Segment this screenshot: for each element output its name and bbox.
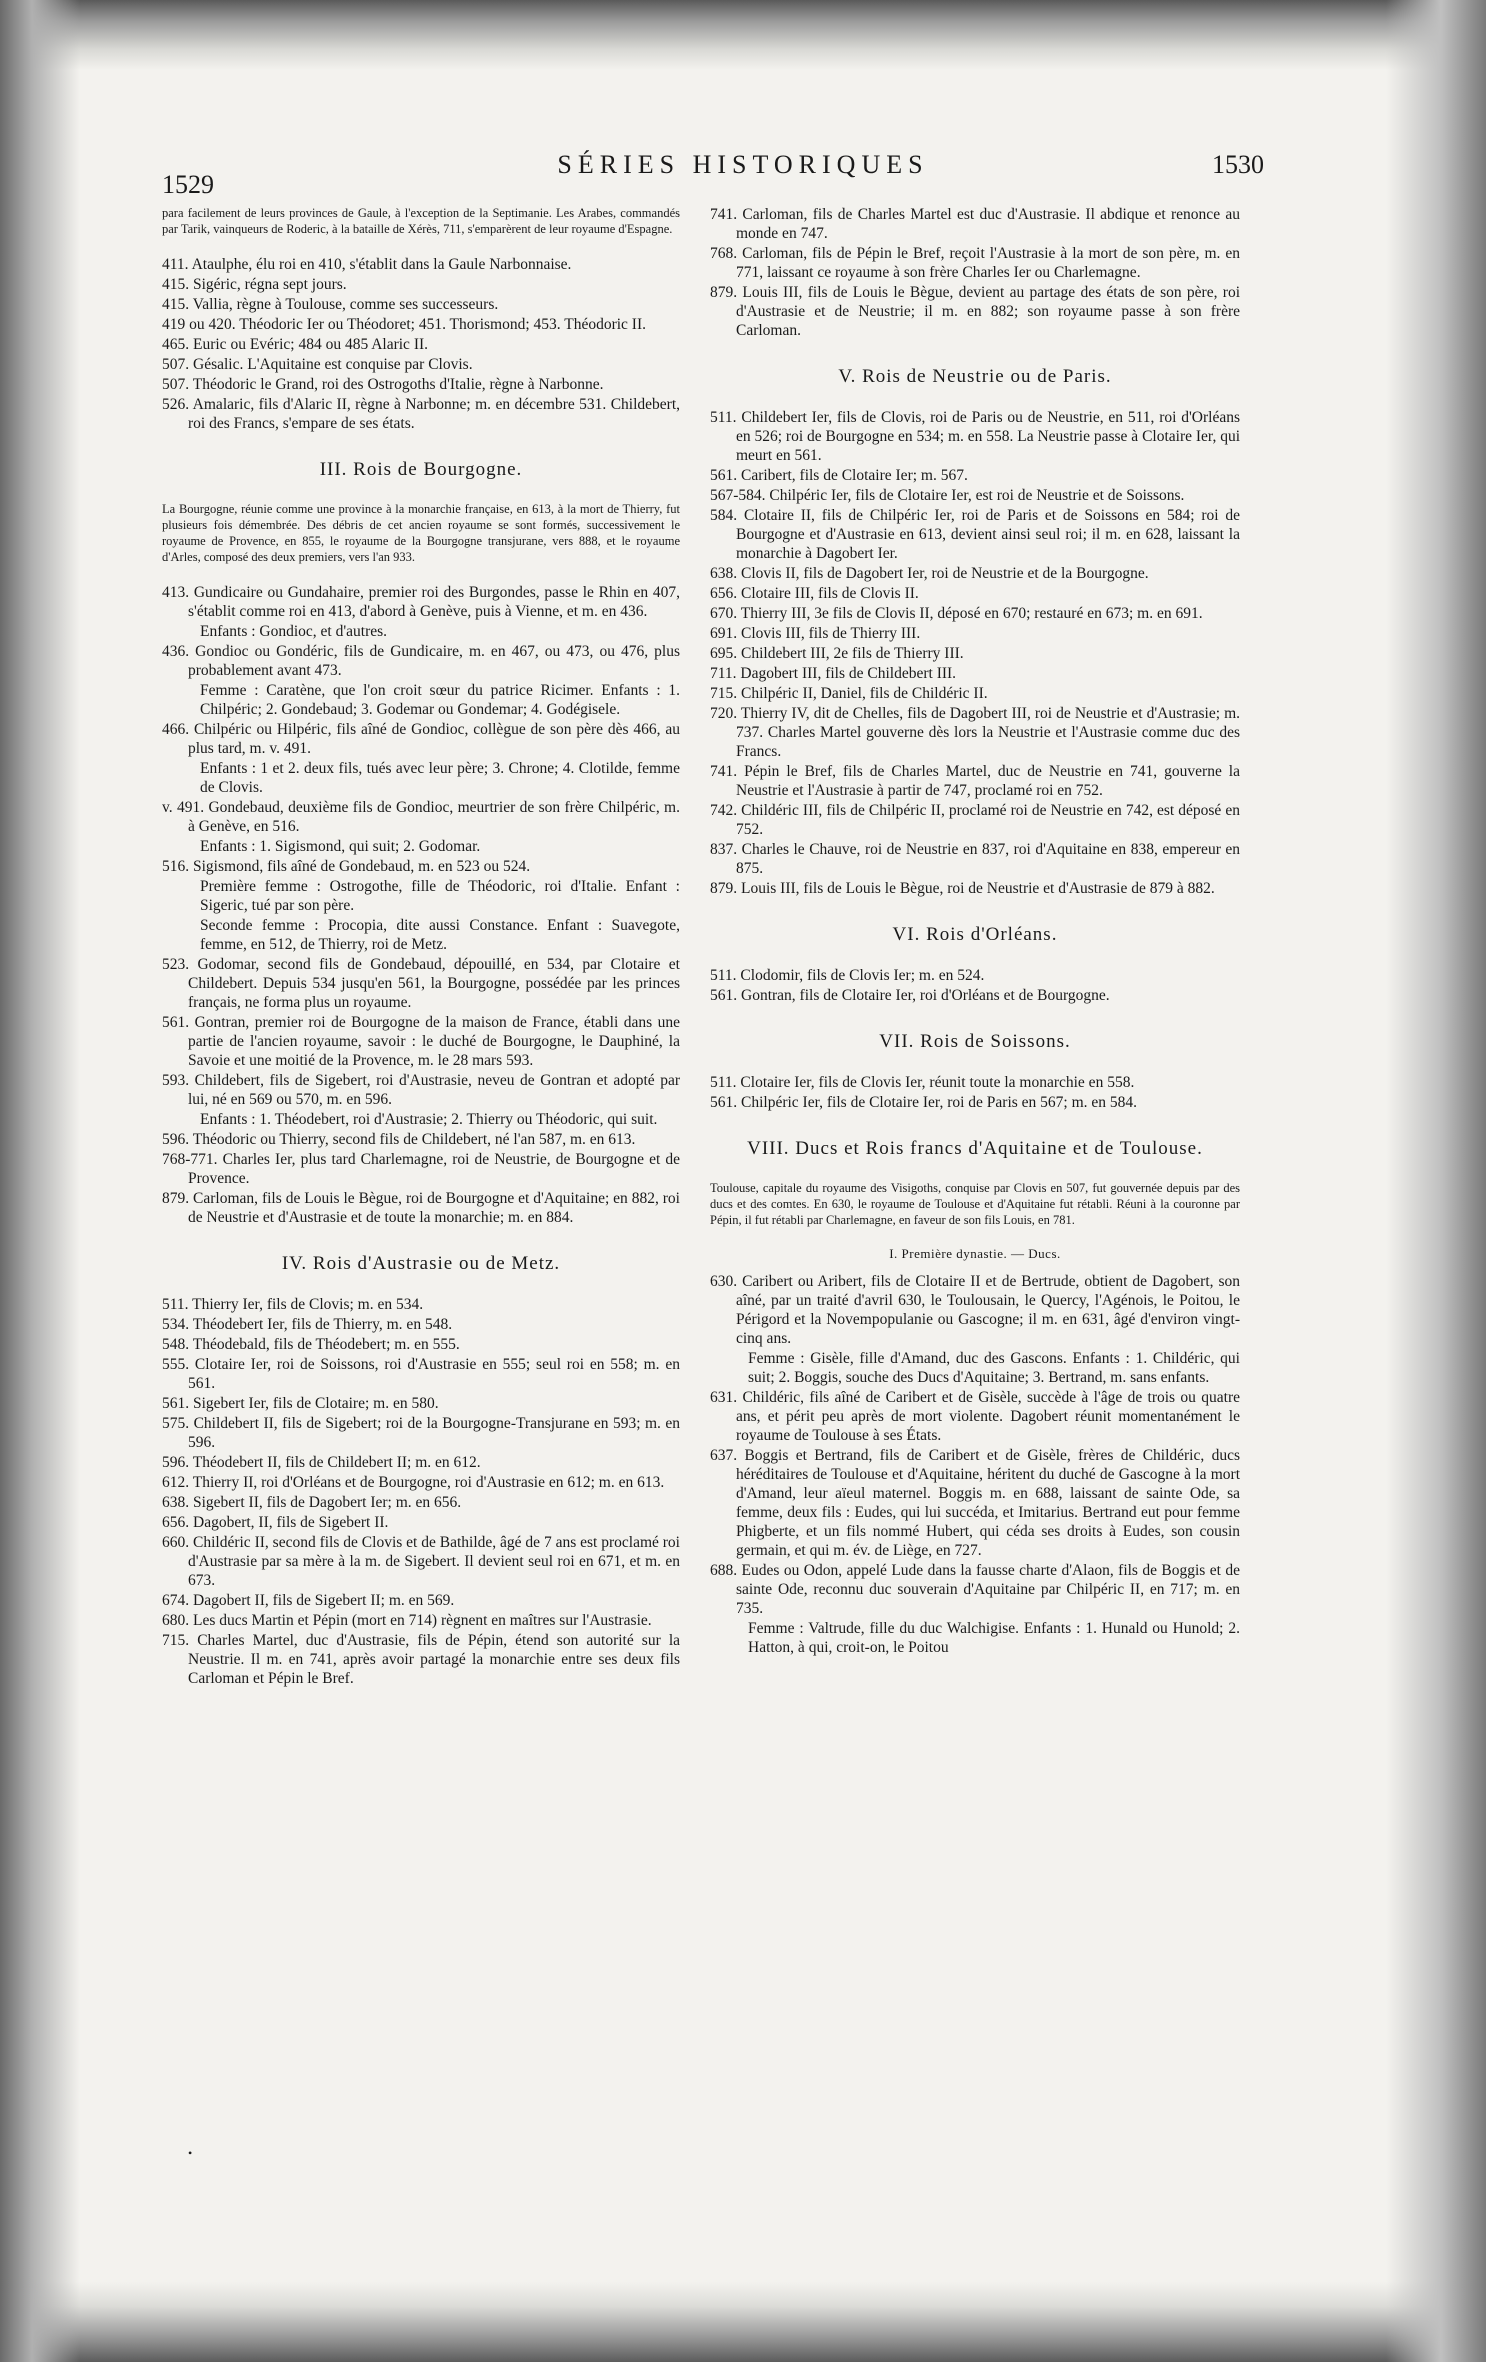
- page-number-left: 1529: [162, 170, 214, 199]
- list-item-detail: Enfants : 1 et 2. deux fils, tués avec leur père; 3. Chrone; 4. Clotilde, femme de Clovis.: [200, 760, 680, 796]
- subsection-title-dynastie: I. Première dynastie. — Ducs.: [889, 1246, 1061, 1261]
- list-item: 596. Théodoric ou Thierry, second fils de Childebert, né l'an 587, m. en 613.: [162, 1131, 636, 1148]
- list-item: 670. Thierry III, 3e fils de Clovis II, déposé en 670; restauré en 673; m. en 691.: [710, 605, 1203, 622]
- list-item: 638. Sigebert II, fils de Dagobert Ier; m. en 656.: [162, 1494, 462, 1511]
- list-item: 511. Clotaire Ier, fils de Clovis Ier, réunit toute la monarchie en 558.: [710, 1074, 1135, 1091]
- section-title-neustrie: V. Rois de Neustrie ou de Paris.: [838, 366, 1112, 387]
- page-mark: •: [188, 2146, 193, 2160]
- list-item-detail: Femme : Valtrude, fille du duc Walchigise. Enfants : 1. Hunald ou Hunold; 2. Hatton, à qui, croit-on, le Poitou: [748, 1620, 1240, 1656]
- list-item: 511. Clodomir, fils de Clovis Ier; m. en 524.: [710, 967, 985, 984]
- list-item: 596. Théodebert II, fils de Childebert II; m. en 612.: [162, 1454, 481, 1471]
- list-item: 555. Clotaire Ier, roi de Soissons, roi d'Austrasie en 555; seul roi en 558; m. en 561.: [162, 1356, 680, 1392]
- list-item: 637. Boggis et Bertrand, fils de Caribert et de Gisèle, frères de Childéric, ducs héréditaires de Toulouse et d'Aquitaine, héritent du duché de Gascogne à la mort d'Amand, leur aïeul maternel. Boggis m. en 688, laissant de sainte Ode, sa femme, deux fils : Eudes, qui lui succéda, et Imitarius. Bertrand eut pour femme Phigberte, et un fils nommé Hubert, qui céda ses droits à Eudes, son cousin germain, et qui m. év. de Liège, en 727.: [710, 1447, 1240, 1559]
- section-title-aquitaine: VIII. Ducs et Rois francs d'Aquitaine et de Toulouse.: [747, 1138, 1203, 1159]
- list-item-detail: Première femme : Ostrogothe, fille de Théodoric, roi d'Italie. Enfant : Sigeric, tué par son père.: [200, 878, 680, 914]
- left-column: [162, 205, 680, 1689]
- list-item: 415. Vallia, règne à Toulouse, comme ses successeurs.: [162, 296, 499, 313]
- soissons-entries: [710, 1073, 1240, 1112]
- running-title: SÉRIES HISTORIQUES: [557, 150, 929, 179]
- list-item: 523. Godomar, second fils de Gondebaud, dépouillé, en 534, par Clotaire et Childebert. Depuis 534 jusqu'en 561, la Bourgogne, possédée par les princes français, ne forma plus un royaume.: [162, 956, 680, 1011]
- list-item: 415. Sigéric, régna sept jours.: [162, 276, 347, 293]
- list-item-detail: Femme : Caratène, que l'on croit sœur du patrice Ricimer. Enfants : 1. Chilpéric; 2. Gondebaud; 3. Godemar ou Gondemar; 4. Godégisele.: [200, 682, 680, 718]
- neustrie-entries: [710, 408, 1240, 898]
- list-item: 534. Théodebert Ier, fils de Thierry, m. en 548.: [162, 1316, 453, 1333]
- list-item: 561. Gontran, premier roi de Bourgogne de la maison de France, établi dans une partie de l'ancien royaume, savoir : le duché de Bourgogne, le Dauphiné, la Savoie et une moitié de la Provence, m. le 28 mars 593.: [162, 1014, 680, 1069]
- list-item: 516. Sigismond, fils aîné de Gondebaud, m. en 523 ou 524.: [162, 858, 531, 875]
- page-number-right: 1530: [1212, 150, 1264, 179]
- list-item: 630. Caribert ou Aribert, fils de Clotaire II et de Bertrude, obtient de Dagobert, son aîné, par un traité d'avril 630, le Toulousain, le Quercy, l'Agénois, le Poitou, le Périgord et la Novempopulanie ou Gascogne; il m. en 631, âgé d'environ vingt-cinq ans.: [710, 1273, 1240, 1347]
- list-item: 511. Childebert Ier, fils de Clovis, roi de Paris ou de Neustrie, en 511, roi d'Orléans en 526; roi de Bourgogne en 534; m. en 558. La Neustrie passe à Clotaire Ier, qui meurt en 561.: [710, 409, 1241, 464]
- list-item: 507. Gésalic. L'Aquitaine est conquise par Clovis.: [162, 356, 473, 373]
- list-item: 711. Dagobert III, fils de Childebert III.: [710, 665, 957, 682]
- list-item-detail: Femme : Gisèle, fille d'Amand, duc des Gascons. Enfants : 1. Childéric, qui suit; 2. Boggis, souche des Ducs d'Aquitaine; 3. Bertrand, m. sans enfants.: [748, 1350, 1240, 1386]
- list-item: 548. Théodebald, fils de Théodebert; m. en 555.: [162, 1336, 460, 1353]
- scan-edge-right: [1386, 0, 1486, 2362]
- list-item: 466. Chilpéric ou Hilpéric, fils aîné de Gondioc, collègue de son père dès 466, au plus tard, m. v. 491.: [162, 721, 680, 757]
- scan-edge-top: [0, 0, 1486, 70]
- list-item-detail: Enfants : 1. Sigismond, qui suit; 2. Godomar.: [200, 838, 481, 855]
- austrasie-entries: [162, 1295, 680, 1688]
- list-item: 879. Carloman, fils de Louis le Bègue, roi de Bourgogne et d'Aquitaine; en 882, roi de Neustrie et d'Austrasie et de toute la monarchie; m. en 884.: [162, 1190, 680, 1226]
- list-item: 567-584. Chilpéric Ier, fils de Clotaire Ier, est roi de Neustrie et de Soissons.: [710, 487, 1185, 504]
- list-item: 465. Euric ou Evéric; 484 ou 485 Alaric II.: [162, 336, 429, 353]
- scan-edge-left: [0, 0, 80, 2362]
- list-item: 561. Chilpéric Ier, fils de Clotaire Ier, roi de Paris en 567; m. en 584.: [710, 1094, 1138, 1111]
- orleans-entries: [710, 966, 1240, 1005]
- list-item: 575. Childebert II, fils de Sigebert; roi de la Bourgogne-Transjurane en 593; m. en 596.: [162, 1415, 680, 1451]
- list-item: 561. Gontran, fils de Clotaire Ier, roi d'Orléans et de Bourgogne.: [710, 987, 1110, 1004]
- list-item: 511. Thierry Ier, fils de Clovis; m. en 534.: [162, 1296, 424, 1313]
- list-item: 688. Eudes ou Odon, appelé Lude dans la fausse charte d'Alaon, fils de Boggis et de sainte Ode, reconnu duc souverain d'Aquitaine par Chilpéric II, en 717; m. en 735.: [710, 1562, 1240, 1617]
- list-item: 742. Childéric III, fils de Chilpéric II, proclamé roi de Neustrie en 742, est déposé en 752.: [710, 802, 1240, 838]
- intro-aquitaine: Toulouse, capitale du royaume des Visigoths, conquise par Clovis en 507, fut gouvernée depuis par des ducs et des comtes. En 630, le royaume de Toulouse et d'Aquitaine fut rétabli. Réuni à la couronne par Pépin, il fut rétabli par Charlemagne, en faveur de son fils Louis, en 781.: [710, 1181, 1240, 1227]
- list-item: 507. Théodoric le Grand, roi des Ostrogoths d'Italie, règne à Narbonne.: [162, 376, 604, 393]
- list-item: 638. Clovis II, fils de Dagobert Ier, roi de Neustrie et de la Bourgogne.: [710, 565, 1149, 582]
- list-item: 837. Charles le Chauve, roi de Neustrie en 837, roi d'Aquitaine en 838, empereur en 875.: [710, 841, 1240, 877]
- list-item-detail: Seconde femme : Procopia, dite aussi Constance. Enfant : Suavegote, femme, en 512, de Thierry, roi de Metz.: [200, 917, 680, 953]
- section-title-orleans: VI. Rois d'Orléans.: [892, 924, 1058, 945]
- intro-paragraph: para facilement de leurs provinces de Gaule, à l'exception de la Septimanie. Les Arabes, commandés par Tarik, vainqueurs de Roderic, à la bataille de Xérès, 711, s'emparèrent de leur royaume d'Espagne.: [162, 206, 680, 236]
- list-item: 768-771. Charles Ier, plus tard Charlemagne, roi de Neustrie, de Bourgogne et de Provence.: [162, 1151, 680, 1187]
- scan-edge-bottom: [0, 2282, 1486, 2362]
- list-item: 526. Amalaric, fils d'Alaric II, règne à Narbonne; m. en décembre 531. Childebert, roi des Francs, s'empare de ses états.: [162, 396, 680, 432]
- list-item: 413. Gundicaire ou Gundahaire, premier roi des Burgondes, passe le Rhin en 407, s'établit comme roi en 413, d'abord à Genève, puis à Vienne, et m. en 436.: [162, 584, 680, 620]
- list-item: 715. Charles Martel, duc d'Austrasie, fils de Pépin, étend son autorité sur la Neustrie. Il m. en 741, après avoir partagé la monarchie entre ses deux fils Carloman et Pépin le Bref.: [162, 1632, 680, 1687]
- right-column: [710, 205, 1240, 1658]
- list-item: 561. Caribert, fils de Clotaire Ier; m. 567.: [710, 467, 968, 484]
- intro-bourgogne: La Bourgogne, réunie comme une province à la monarchie française, en 613, à la mort de Thierry, fut plusieurs fois démembrée. Des débris de cet ancien royaume se sont formés, successivement le royaume de Provence, en 855, le royaume de la Bourgogne transjurane, vers 888, et le royaume d'Arles, composé des deux premiers, vers l'an 933.: [162, 502, 680, 564]
- list-item: 741. Carloman, fils de Charles Martel est duc d'Austrasie. Il abdique et renonce au monde en 747.: [710, 206, 1240, 242]
- section-title-bourgogne: III. Rois de Bourgogne.: [319, 459, 523, 480]
- list-item: 584. Clotaire II, fils de Chilpéric Ier, roi de Paris et de Soissons en 584; roi de Bourgogne et d'Austrasie en 613, devient ainsi seul roi; il m. en 628, laissant la monarchie à Dagobert Ier.: [710, 507, 1240, 562]
- austrasie-continued-entries: [710, 205, 1240, 340]
- list-item: 419 ou 420. Théodoric Ier ou Théodoret; 451. Thorismond; 453. Théodoric II.: [162, 316, 647, 333]
- list-item: 680. Les ducs Martin et Pépin (mort en 714) règnent en maîtres sur l'Austrasie.: [162, 1612, 652, 1629]
- list-item-detail: Enfants : Gondioc, et d'autres.: [200, 623, 388, 640]
- visigoth-entries: [162, 255, 680, 433]
- section-title-austrasie: IV. Rois d'Austrasie ou de Metz.: [281, 1253, 561, 1274]
- aquitaine-entries: [710, 1272, 1240, 1657]
- list-item: 879. Louis III, fils de Louis le Bègue, devient au partage des états de son père, roi d'Austrasie et de Neustrie; il m. en 882; son royaume passe à son frère Carloman.: [710, 284, 1240, 339]
- list-item: 879. Louis III, fils de Louis le Bègue, roi de Neustrie et d'Austrasie de 879 à 882.: [710, 880, 1215, 897]
- list-item: 715. Chilpéric II, Daniel, fils de Childéric II.: [710, 685, 988, 702]
- list-item: 720. Thierry IV, dit de Chelles, fils de Dagobert III, roi de Neustrie et d'Austrasie; m. 737. Charles Martel gouverne dès lors la Neustrie et l'Austrasie comme duc des Francs.: [710, 705, 1240, 760]
- list-item: v. 491. Gondebaud, deuxième fils de Gondioc, meurtrier de son frère Chilpéric, m. à Genève, en 516.: [162, 799, 680, 835]
- list-item: 411. Ataulphe, élu roi en 410, s'établit dans la Gaule Narbonnaise.: [162, 256, 572, 273]
- bourgogne-entries: [162, 583, 680, 1227]
- list-item: 631. Childéric, fils aîné de Caribert et de Gisèle, succède à l'âge de trois ou quatre ans, et périt peu après de mort violente. Dagobert réunit momentanément le royaume de Toulouse à ses États.: [710, 1389, 1240, 1444]
- list-item: 674. Dagobert II, fils de Sigebert II; m. en 569.: [162, 1592, 455, 1609]
- list-item: 741. Pépin le Bref, fils de Charles Martel, duc de Neustrie en 741, gouverne la Neustrie et l'Austrasie à partir de 747, proclamé roi en 752.: [710, 763, 1240, 799]
- list-item: 593. Childebert, fils de Sigebert, roi d'Austrasie, neveu de Gontran et adopté par lui, né en 569 ou 570, m. en 596.: [162, 1072, 680, 1108]
- list-item: 691. Clovis III, fils de Thierry III.: [710, 625, 921, 642]
- list-item: 768. Carloman, fils de Pépin le Bref, reçoit l'Austrasie à la mort de son père, m. en 771, laissant ce royaume à son frère Charles Ier ou Charlemagne.: [710, 245, 1240, 281]
- section-title-soissons: VII. Rois de Soissons.: [879, 1031, 1071, 1052]
- list-item: 656. Clotaire III, fils de Clovis II.: [710, 585, 919, 602]
- list-item: 656. Dagobert, II, fils de Sigebert II.: [162, 1514, 389, 1531]
- list-item: 561. Sigebert Ier, fils de Clotaire; m. en 580.: [162, 1395, 439, 1412]
- list-item: 660. Childéric II, second fils de Clovis et de Bathilde, âgé de 7 ans est proclamé roi d'Austrasie par sa mère à la m. de Sigebert. Il devient seul roi en 671, et m. en 673.: [162, 1534, 680, 1589]
- list-item: 612. Thierry II, roi d'Orléans et de Bourgogne, roi d'Austrasie en 612; m. en 613.: [162, 1474, 665, 1491]
- list-item: 695. Childebert III, 2e fils de Thierry III.: [710, 645, 964, 662]
- list-item: 436. Gondioc ou Gondéric, fils de Gundicaire, m. en 467, ou 473, ou 476, plus probablement avant 473.: [162, 643, 680, 679]
- list-item-detail: Enfants : 1. Théodebert, roi d'Austrasie; 2. Thierry ou Théodoric, qui suit.: [200, 1111, 658, 1128]
